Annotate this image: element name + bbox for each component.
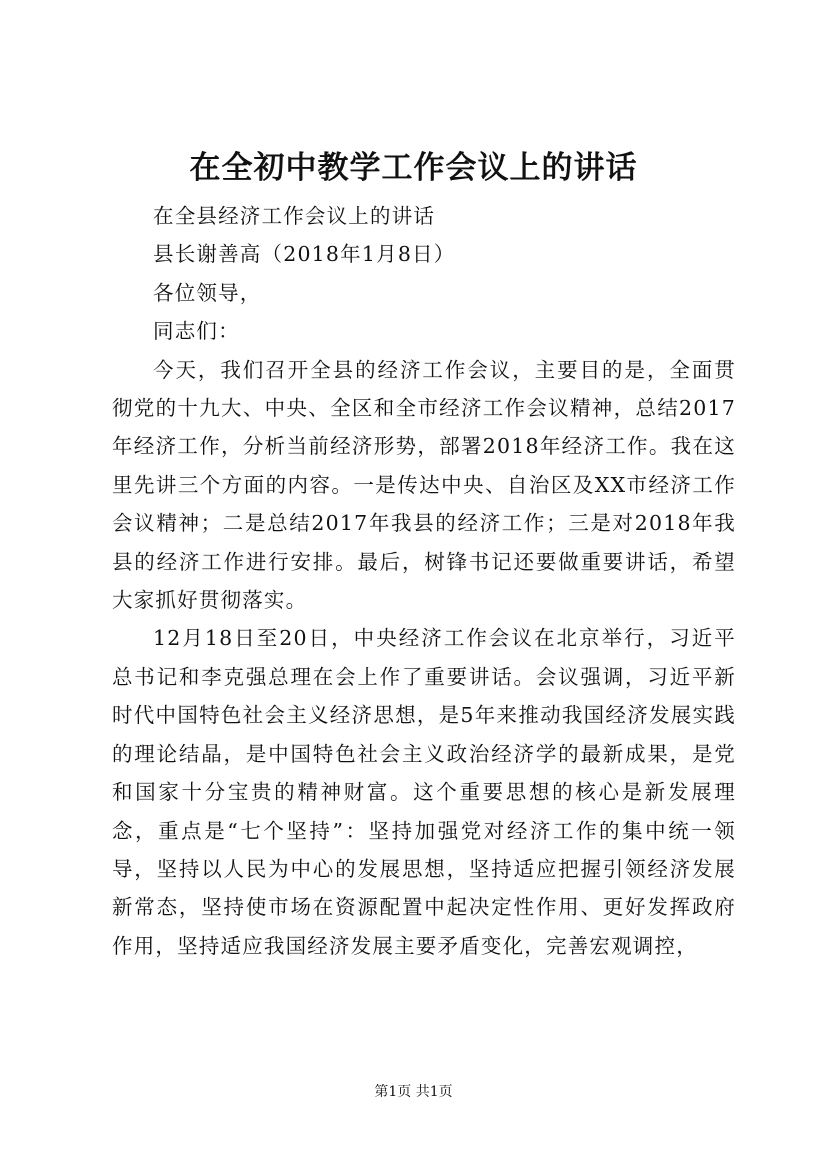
document-title: 在全初中教学工作会议上的讲话 <box>189 150 638 186</box>
body-paragraph-intro: 今天，我们召开全县的经济工作会议，主要目的是，全面贯彻党的十九大、中央、全区和全市经济工作会议精神，总结2017年经济工作，分析当前经济形势，部署2018年经济工作。我在这里先讲三个方面的内容。一是传达中央、自治区及XX市经济工作会议精神；二是总结2017年我县的经济工作；三是对2018年我县的经济工作进行安排。最后，树锋书记还要做重要讲话，希望大家抓好贯彻落实。 <box>112 357 736 613</box>
salutation-leaders: 各位领导， <box>153 280 262 305</box>
salutation-comrades: 同志们： <box>153 319 240 344</box>
body-paragraph-central-meeting: 12月18日至20日，中央经济工作会议在北京举行，习近平总书记和李克强总理在会上作了重要讲话。会议强调，习近平新时代中国特色社会主义经济思想，是5年来推动我国经济发展实践的理论结晶，是中国特色社会主义政治经济学的最新成果，是党和国家十分宝贵的精神财富。这个重要思想的核心是新发展理念，重点是“七个坚持”：坚持加强党对经济工作的集中统一领导，坚持以人民为中心的发展思想，坚持适应把握引领经济发展新常态，坚持使市场在资源配置中起决定性作用、更好发挥政府作用，坚持适应我国经济发展主要矛盾变化，完善宏观调控， <box>112 626 736 958</box>
speaker-date-paragraph: 县长谢善高（2018年1月8日） <box>153 242 456 267</box>
subtitle-paragraph: 在全县经济工作会议上的讲话 <box>153 204 436 228</box>
page-footer: 第1页 共1页 <box>374 1084 453 1100</box>
document-body <box>112 197 736 965</box>
